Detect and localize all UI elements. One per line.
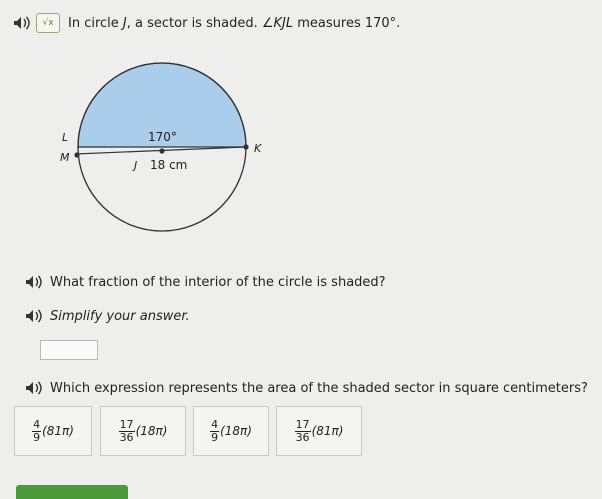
choice-argument: (81π) — [311, 424, 344, 438]
label-l: L — [62, 131, 69, 144]
numerator: 4 — [33, 417, 41, 431]
circle-figure — [40, 55, 290, 255]
angle-name: ∠KJL — [261, 16, 294, 31]
fraction-question: What fraction of the interior of the circle is shaded? — [50, 275, 386, 290]
question-intro — [68, 16, 400, 31]
denominator: 36 — [295, 430, 310, 444]
answer-choice[interactable] — [276, 406, 362, 456]
answer-choice[interactable] — [14, 406, 92, 456]
intro-prefix: In circle — [68, 16, 123, 31]
choice-argument: (81π) — [42, 424, 74, 438]
intro-middle: , a sector is shaded. — [126, 16, 262, 31]
numerator: 4 — [211, 417, 219, 431]
speaker-icon[interactable] — [24, 309, 44, 323]
speaker-icon[interactable] — [24, 381, 44, 395]
point-m — [74, 152, 79, 157]
radius-label: 18 cm — [150, 158, 188, 172]
denominator: 36 — [119, 430, 134, 444]
point-j — [159, 148, 164, 153]
choice-argument: (18π) — [220, 424, 252, 438]
fraction — [119, 419, 135, 444]
fraction-answer-input[interactable] — [40, 340, 98, 360]
angle-label: 170° — [148, 130, 177, 144]
label-k: K — [254, 142, 262, 155]
denominator: 9 — [33, 430, 41, 444]
simplify-instruction: Simplify your answer. — [50, 309, 190, 324]
label-j: J — [134, 159, 138, 172]
area-question: Which expression represents the area of the shaded sector in square centimeters? — [50, 381, 588, 396]
intro-suffix: measures — [293, 16, 365, 31]
speaker-icon[interactable] — [12, 16, 32, 30]
numerator: 17 — [295, 417, 310, 431]
angle-value: 170°. — [364, 16, 401, 31]
answer-choice[interactable] — [193, 406, 269, 456]
answer-choice[interactable] — [100, 406, 186, 456]
check-button[interactable] — [16, 485, 128, 499]
circle-name: J — [122, 16, 127, 31]
fraction — [210, 419, 219, 444]
fraction — [295, 419, 311, 444]
denominator: 9 — [211, 430, 219, 444]
point-k — [243, 144, 248, 149]
label-m: M — [60, 151, 70, 164]
choice-argument: (18π) — [135, 424, 168, 438]
speaker-icon[interactable] — [24, 275, 44, 289]
math-help-icon[interactable]: √x — [36, 13, 60, 33]
fraction — [32, 419, 41, 444]
numerator: 17 — [119, 417, 134, 431]
